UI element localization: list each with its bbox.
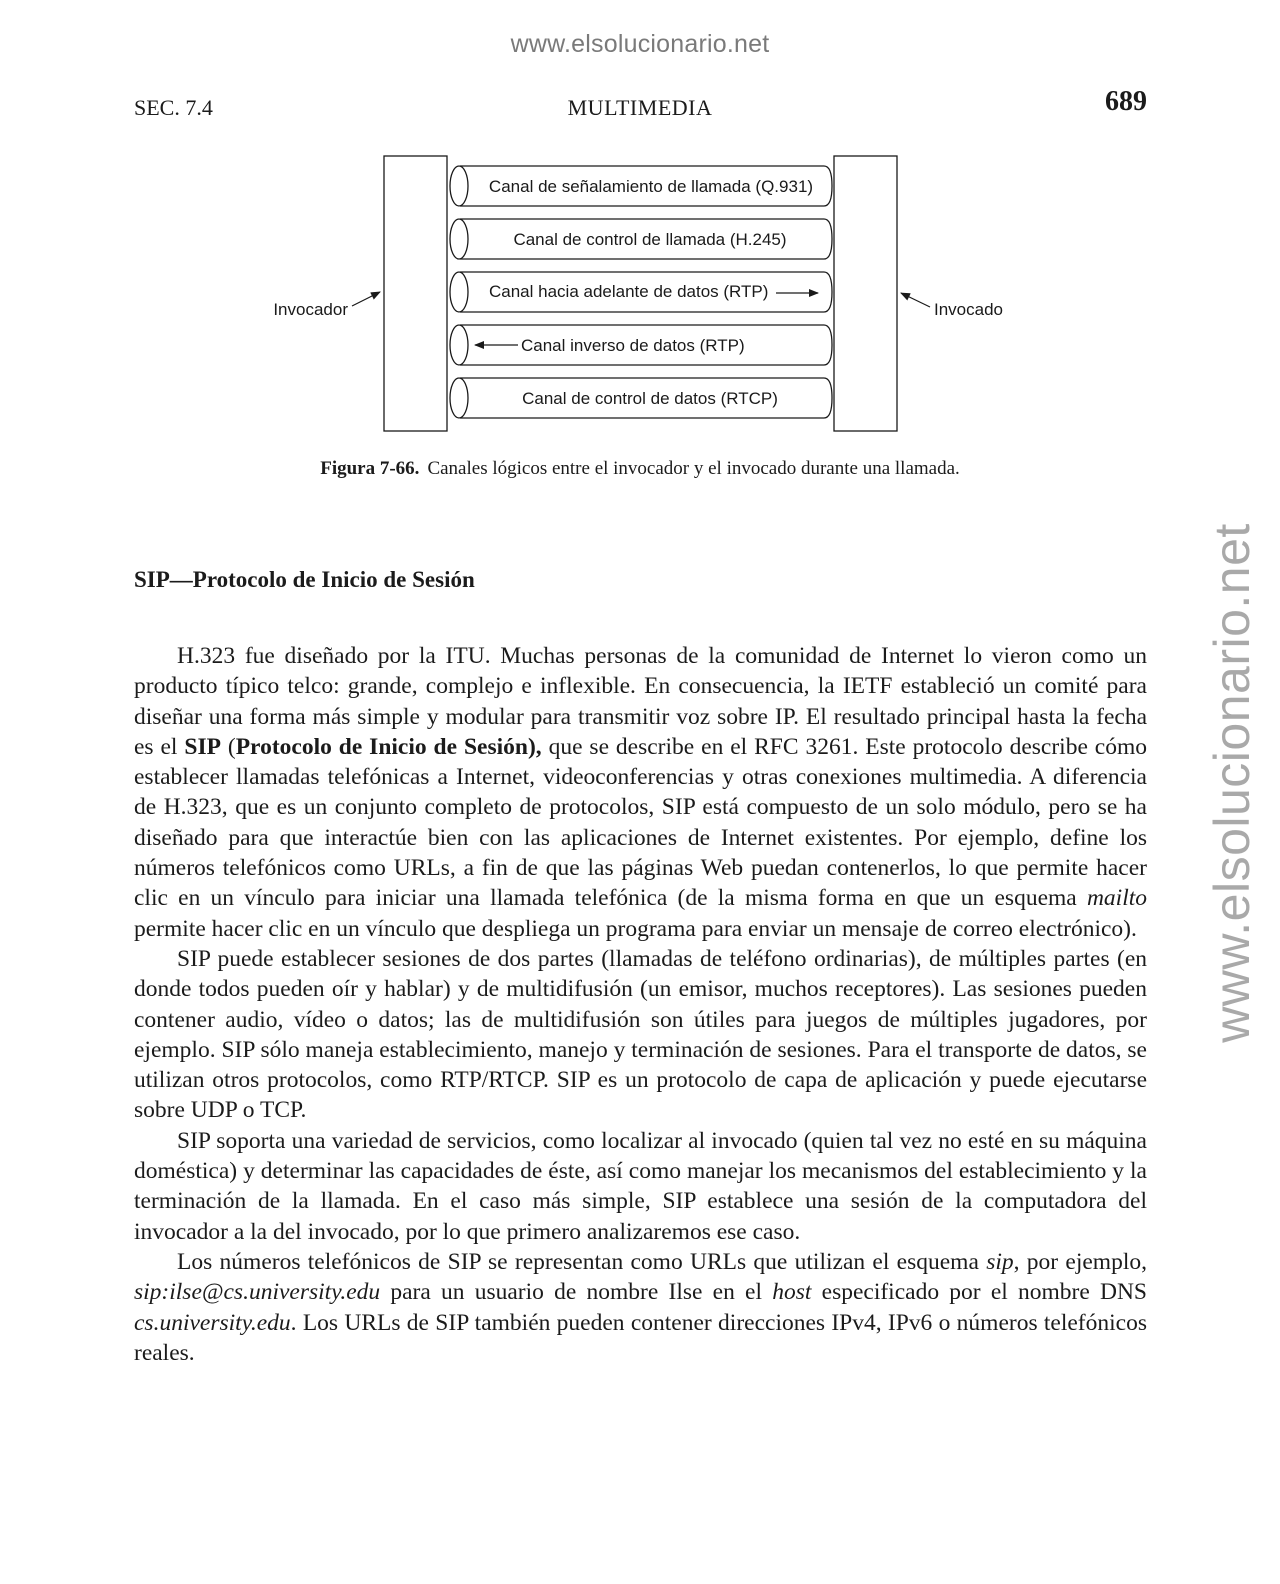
running-head-title: MULTIMEDIA [567, 95, 713, 120]
text-run: . Los URLs de SIP también pueden contener direcciones IPv4, IPv6 o números telefónicos reales. [134, 1309, 1147, 1366]
channel-label-1: Canal de señalamiento de llamada (Q.931) [488, 177, 814, 196]
figure-caption-label: Figura 7-66. [320, 458, 420, 479]
section-heading: SIP—Protocolo de Inicio de Sesión [134, 567, 475, 592]
term-sip-expansion: Protocolo de Inicio de Sesión), [235, 733, 542, 760]
term-mailto: mailto [1086, 885, 1147, 912]
figure-caption [0, 458, 1280, 480]
channel-diagram [0, 0, 1280, 450]
channel-label-2: Canal de control de llamada (H.245) [513, 230, 787, 249]
channel-label-4: Canal inverso de datos (RTP) [521, 336, 745, 355]
term-sip: SIP [184, 733, 221, 760]
body-text [134, 641, 1147, 1368]
example-dns-name: cs.university.edu [134, 1309, 291, 1336]
paragraph-1 [134, 641, 1147, 944]
page-number: 689 [1105, 86, 1147, 117]
text-run: Los números telefónicos de SIP se representan como URLs que utilizan el esquema [177, 1248, 987, 1275]
text-run: ( [220, 733, 236, 760]
channel-label-5: Canal de control de datos (RTCP) [522, 389, 778, 408]
caller-pointer-arrow [352, 292, 380, 306]
figure-logical-channels [0, 0, 1280, 455]
watermark-side: www.elsolucionario.net [1204, 523, 1260, 1043]
example-sip-url: sip:ilse@cs.university.edu [134, 1279, 381, 1306]
watermark-top: www.elsolucionario.net [510, 30, 770, 58]
callee-label: Invocado [934, 300, 1003, 319]
text-run: que se describe en el RFC 3261. Este protocolo describe cómo establecer llamadas telefónicas a Internet, videoconferencias y otras conexiones multimedia. A diferencia de H.323, que es un conjunto completo de protocolos, SIP está compuesto de un solo módulo, pero se ha diseñado para que interactúe bien con las aplicaciones de Internet existentes. Por ejemplo, define los números telefónicos como URLs, a fin de que las páginas Web puedan contenerlos, lo que permite hacer clic en un vínculo para iniciar una llamada telefónica (de la misma forma en que un esquema [134, 733, 1148, 912]
running-head-section: SEC. 7.4 [134, 95, 213, 120]
text-run: H.323 fue diseñado por la ITU. Muchas personas de la comunidad de Internet lo vieron como un producto típico telco: grande, complejo e inflexible. En consecuencia, la IETF estableció un comité para diseñar una forma más simple y modular para transmitir voz sobre IP. El resultado principal hasta la fecha es el [134, 643, 1147, 760]
paragraph-4 [134, 1247, 1147, 1368]
text-run: para un usuario de nombre Ilse en el [380, 1279, 773, 1306]
caller-box [384, 156, 447, 431]
channel-label-3: Canal hacia adelante de datos (RTP) [489, 282, 769, 301]
paragraph-2: SIP puede establecer sesiones de dos partes (llamadas de teléfono ordinarias), de múltiples partes (en donde todos pueden oír y hablar) y de multidifusión (un emisor, muchos receptores). Las sesiones pueden contener audio, vídeo o datos; las de multidifusión son útiles para juegos de múltiples jugadores, por ejemplo. SIP sólo maneja establecimiento, manejo y terminación de sesiones. Para el transporte de datos, se utilizan otros protocolos, como RTP/RTCP. SIP es un protocolo de capa de aplicación y puede ejecutarse sobre UDP o TCP. [134, 945, 1147, 1124]
callee-pointer-arrow [901, 293, 930, 307]
figure-caption-text: Canales lógicos entre el invocador y el invocado durante una llamada. [427, 458, 960, 479]
term-host: host [772, 1279, 812, 1306]
text-run: especificado por el nombre DNS [811, 1279, 1148, 1306]
callee-box [834, 156, 897, 431]
term-sip-scheme: sip [986, 1248, 1014, 1275]
caller-label: Invocador [273, 300, 348, 319]
paragraph-3: SIP soporta una variedad de servicios, como localizar al invocado (quien tal vez no esté en su máquina doméstica) y determinar las capacidades de éste, así como manejar los mecanismos del establecimiento y la terminación de la llamada. En el caso más simple, SIP establece una sesión de la computadora del invocador a la del invocado, por lo que primero analizaremos ese caso. [134, 1127, 1147, 1245]
text-run: permite hacer clic en un vínculo que despliega un programa para enviar un mensaje de correo electrónico). [134, 915, 1137, 942]
text-run: , por ejemplo, [1013, 1248, 1147, 1275]
